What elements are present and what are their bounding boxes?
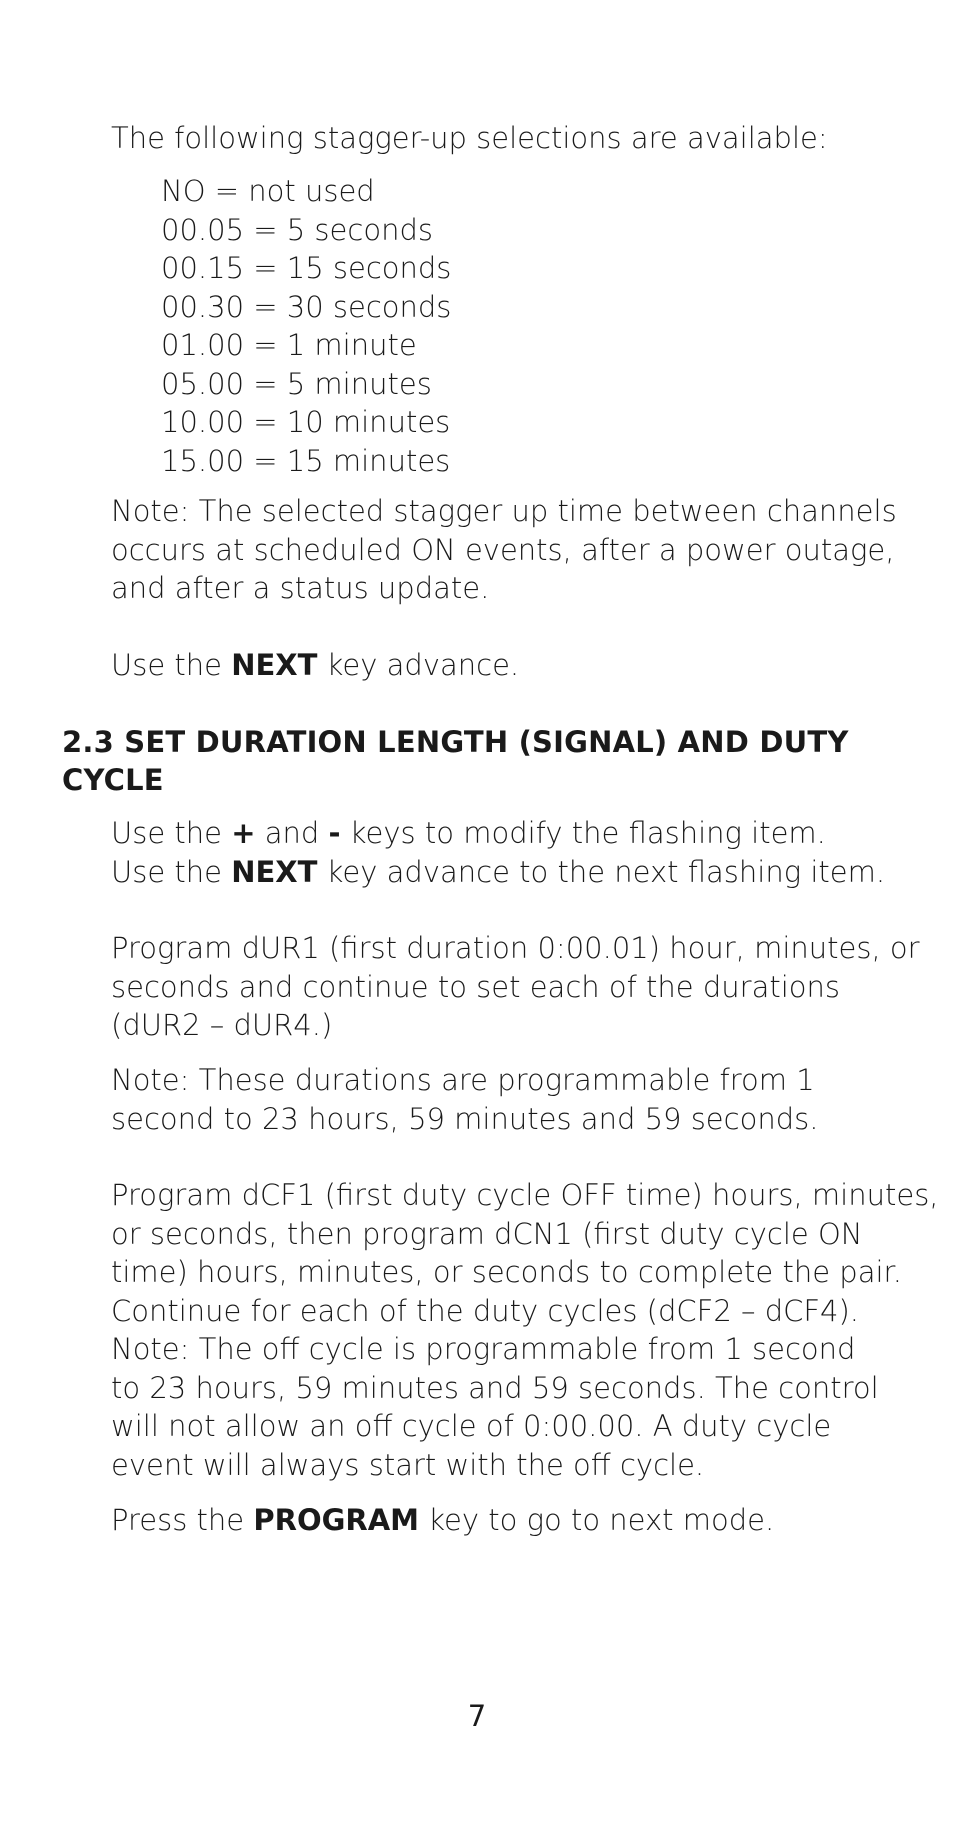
list-item: 05.00 = 5 minutes (161, 366, 432, 401)
list-item: 15.00 = 15 minutes (161, 443, 451, 478)
program-key-instruction: Press the PROGRAM key to go to next mode. (111, 1503, 775, 1537)
list-item: 00.05 = 5 seconds (161, 212, 433, 247)
note-line: and after a status update. (111, 571, 490, 605)
list-item: 00.30 = 30 seconds (161, 289, 452, 324)
list-item: 00.15 = 15 seconds (161, 251, 452, 285)
duty-cycle-paragraph: Program dCF1 (first duty cycle OFF time) hours, minutes, or seconds, then program dCN1 (first duty cycle ON time) hours, minutes, or seconds to complete the pair. Continue for each of the duty cycles (dCF2 – dCF4). Note: The off cycle is programmable from 1 second to 23 hours, 59 minutes and 59 seconds. The control will not allow an off cycle of 0:00.00. A duty cycle event will always start with the off cycle. (111, 1178, 939, 1482)
plus-key-label: + (231, 816, 256, 850)
list-item: 01.00 = 1 minute (161, 328, 417, 362)
next-instruction: Use the NEXT key advance to the next flashing item. (111, 854, 886, 889)
next-key-label: NEXT (231, 854, 318, 889)
note-line: occurs at scheduled ON events, after a power outage, (111, 532, 895, 567)
page-number: 7 (467, 1699, 487, 1733)
next-key-instruction: Use the NEXT key advance. (111, 648, 520, 682)
stagger-options-list (161, 172, 451, 480)
list-item: 10.00 = 10 minutes (161, 405, 451, 439)
program-key-label: PROGRAM (253, 1503, 420, 1537)
modify-instruction: Use the + and - keys to modify the flashing item. (111, 816, 826, 850)
list-item: NO = not used (161, 174, 375, 208)
key-instructions (111, 814, 885, 891)
note-line: Note: The selected stagger up time between channels (111, 494, 897, 528)
next-key-label: NEXT (231, 648, 318, 682)
durations-paragraph: Program dUR1 (first duration 0:00.01) hour, minutes, or seconds and continue to set each of the durations (dUR2 – dUR4.) (111, 931, 920, 1042)
stagger-note (111, 492, 897, 608)
stagger-intro: The following stagger-up selections are available: (111, 121, 828, 155)
section-heading: 2.3 SET DURATION LENGTH (SIGNAL) AND DUTY CYCLE (62, 725, 849, 797)
durations-note: Note: These durations are programmable from 1 second to 23 hours, 59 minutes and 59 seconds. (111, 1063, 819, 1136)
minus-key-label: - (328, 816, 341, 850)
